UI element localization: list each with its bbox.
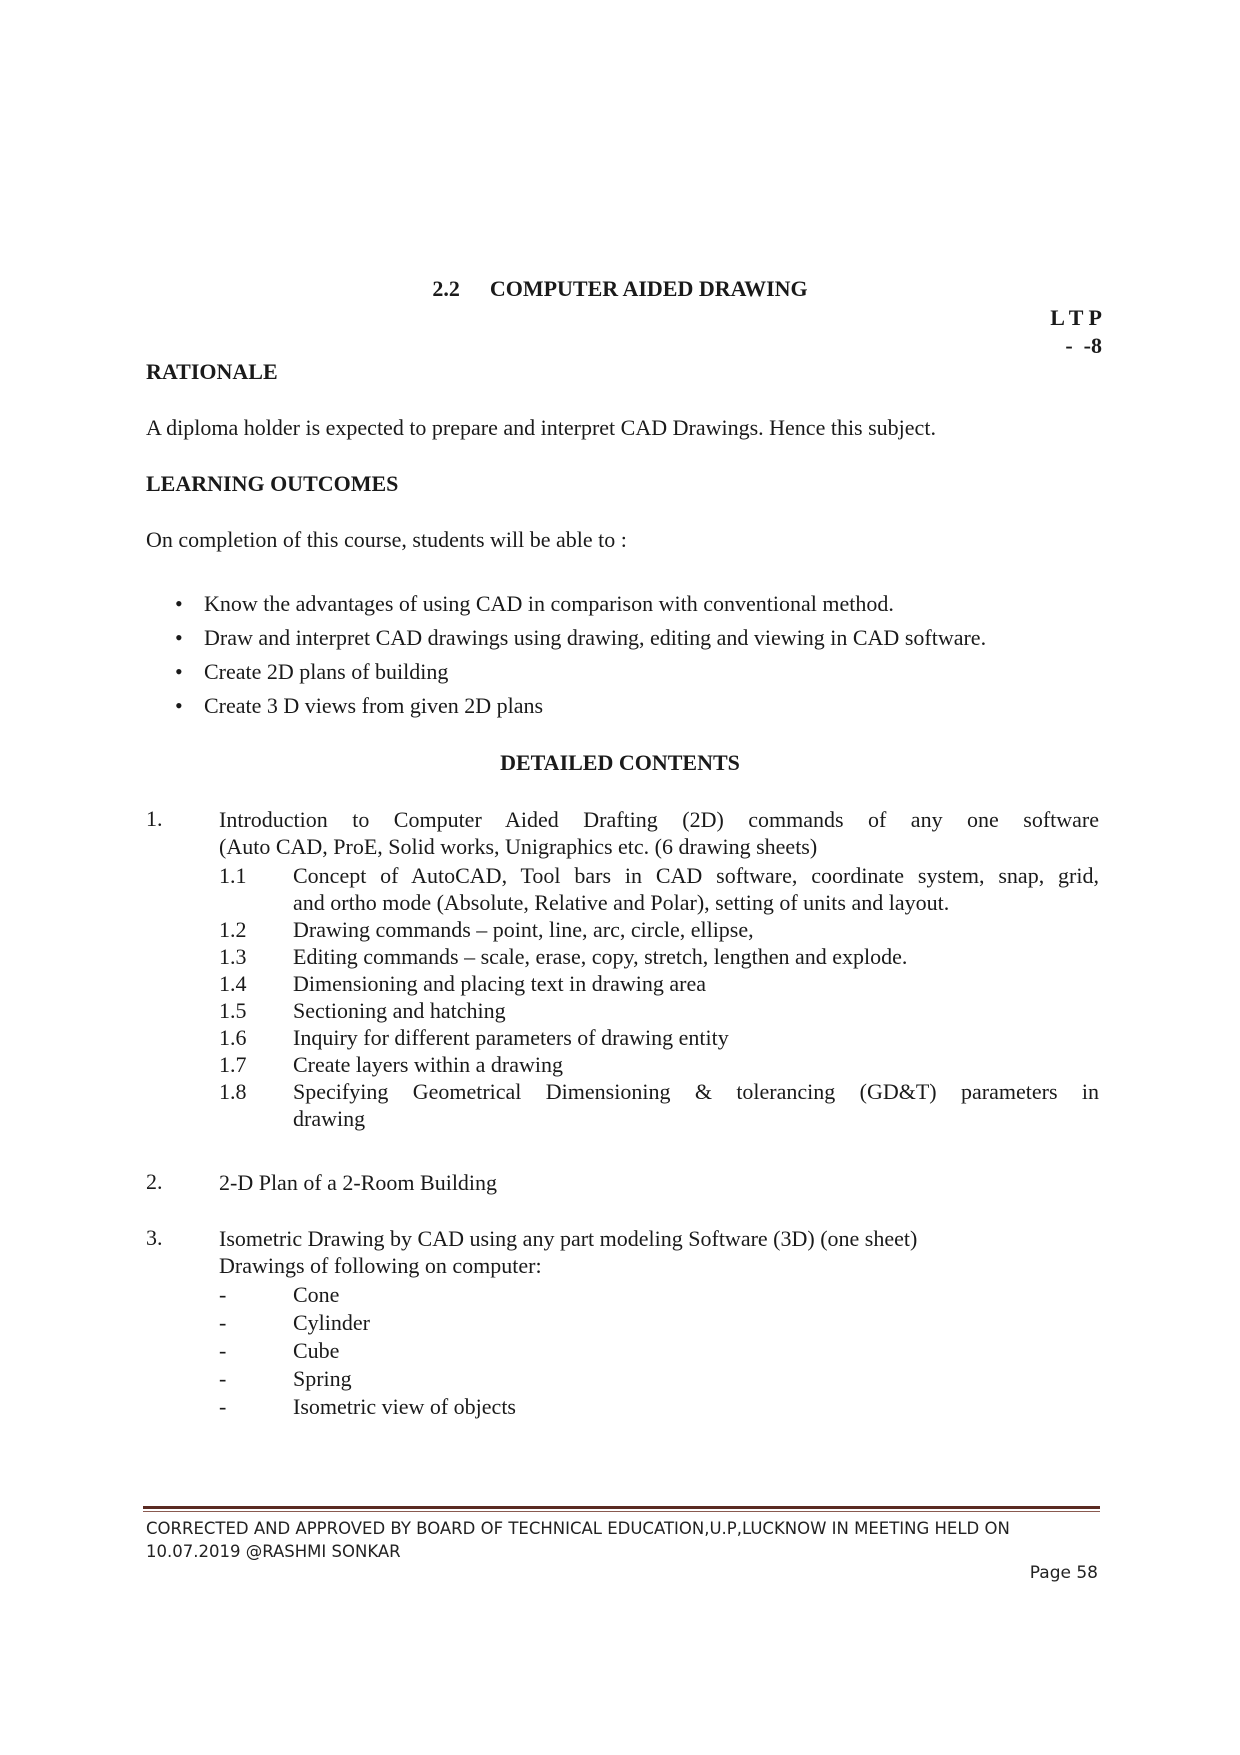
subitem-1-6	[219, 1024, 1099, 1051]
list-item: • Know the advantages of using CAD in comparison with conventional method.	[175, 587, 1115, 621]
subitem-number: 1.5	[219, 998, 247, 1023]
dash-item-text: Cylinder	[293, 1310, 370, 1335]
dash-item-text: Spring	[293, 1366, 352, 1391]
list-item: • Create 2D plans of building	[175, 655, 1115, 689]
learning-outcomes-intro: On completion of this course, students will be able to :	[146, 527, 627, 552]
subitem-text: Inquiry for different parameters of drawing entity	[293, 1025, 729, 1050]
subitem-1-5	[219, 997, 1099, 1024]
section-1-subitems	[219, 862, 1099, 1132]
subitem-number: 1.1	[219, 863, 247, 888]
subitem-1-7	[219, 1051, 1099, 1078]
subitem-1-8	[219, 1078, 1099, 1132]
subitem-text: Create layers within a drawing	[293, 1052, 564, 1077]
footer-text	[146, 1517, 1106, 1563]
list-item: • Create 3 D views from given 2D plans	[175, 689, 1115, 723]
rationale-text: A diploma holder is expected to prepare and interpret CAD Drawings. Hence this subject.	[146, 415, 936, 440]
list-item	[219, 1281, 819, 1309]
footer-rule-thin	[143, 1511, 1100, 1512]
dash-marker: -	[219, 1366, 227, 1391]
subitem-1-4	[219, 970, 1099, 997]
subitem-number: 1.4	[219, 971, 247, 996]
subitem-text: Concept of AutoCAD, Tool bars in CAD software, coordinate system, snap, grid,	[293, 863, 1099, 888]
subitem-number: 1.3	[219, 944, 247, 969]
page-number: Page 58	[1029, 1563, 1098, 1583]
dash-item-text: Cube	[293, 1338, 340, 1363]
section-3-line2: Drawings of following on computer:	[219, 1253, 542, 1278]
subitem-1-2	[219, 916, 1099, 943]
subitem-1-1	[219, 862, 1099, 916]
subitem-number: 1.7	[219, 1052, 247, 1077]
section-3-text	[219, 1225, 1099, 1279]
list-item: • Draw and interpret CAD drawings using drawing, editing and viewing in CAD software.	[175, 621, 1115, 655]
section-3-dash-list	[219, 1281, 819, 1421]
detailed-contents-heading: DETAILED CONTENTS	[500, 750, 740, 775]
subitem-1-3	[219, 943, 1099, 970]
subitem-number: 1.6	[219, 1025, 247, 1050]
footer-rule-thick	[143, 1506, 1100, 1509]
footer-line1: CORRECTED AND APPROVED BY BOARD OF TECHNICAL EDUCATION,U.P,LUCKNOW IN MEETING HELD ON	[146, 1519, 1010, 1538]
footer-rule	[143, 1506, 1100, 1513]
ltp-header: L T P	[1050, 305, 1102, 330]
section-1-number: 1.	[146, 806, 163, 831]
list-item	[219, 1393, 819, 1421]
learning-outcomes-heading: LEARNING OUTCOMES	[146, 471, 399, 496]
section-1-line1: Introduction to Computer Aided Drafting (2D) commands of any one software	[219, 807, 1099, 832]
section-2-text: 2-D Plan of a 2-Room Building	[219, 1170, 498, 1195]
section-3-line1: Isometric Drawing by CAD using any part modeling Software (3D) (one sheet)	[219, 1226, 918, 1251]
list-item	[219, 1337, 819, 1365]
subitem-text: Drawing commands – point, line, arc, circle, ellipse,	[293, 917, 754, 942]
dash-item-text: Isometric view of objects	[293, 1394, 516, 1419]
section-title: COMPUTER AIDED DRAWING	[489, 276, 808, 301]
section-3-number: 3.	[146, 1225, 163, 1250]
learning-outcomes-list	[175, 587, 1115, 723]
section-1-line2: (Auto CAD, ProE, Solid works, Unigraphics etc. (6 drawing sheets)	[219, 834, 818, 859]
footer-line2: 10.07.2019 @RASHMI SONKAR	[146, 1542, 401, 1561]
dash-marker: -	[219, 1394, 227, 1419]
dash-item-text: Cone	[293, 1282, 340, 1307]
subitem-text: Specifying Geometrical Dimensioning & tolerancing (GD&T) parameters in	[293, 1079, 1099, 1104]
ltp-block	[1050, 304, 1102, 360]
dash-marker: -	[219, 1338, 227, 1363]
subitem-number: 1.8	[219, 1079, 247, 1104]
list-item	[219, 1309, 819, 1337]
subitem-number: 1.2	[219, 917, 247, 942]
dash-marker: -	[219, 1310, 227, 1335]
subitem-text-cont: and ortho mode (Absolute, Relative and Polar), setting of units and layout.	[293, 890, 950, 915]
list-item	[219, 1365, 819, 1393]
subitem-text: Sectioning and hatching	[293, 998, 506, 1023]
rationale-heading: RATIONALE	[146, 359, 278, 384]
page-title	[0, 276, 1240, 302]
section-1-text	[219, 806, 1099, 860]
subitem-text-cont: drawing	[293, 1106, 366, 1131]
ltp-values: - -8	[1065, 333, 1102, 358]
dash-marker: -	[219, 1282, 227, 1307]
section-2-number: 2.	[146, 1169, 163, 1194]
subitem-text: Editing commands – scale, erase, copy, stretch, lengthen and explode.	[293, 944, 908, 969]
subitem-text: Dimensioning and placing text in drawing area	[293, 971, 706, 996]
section-number: 2.2	[432, 276, 460, 301]
